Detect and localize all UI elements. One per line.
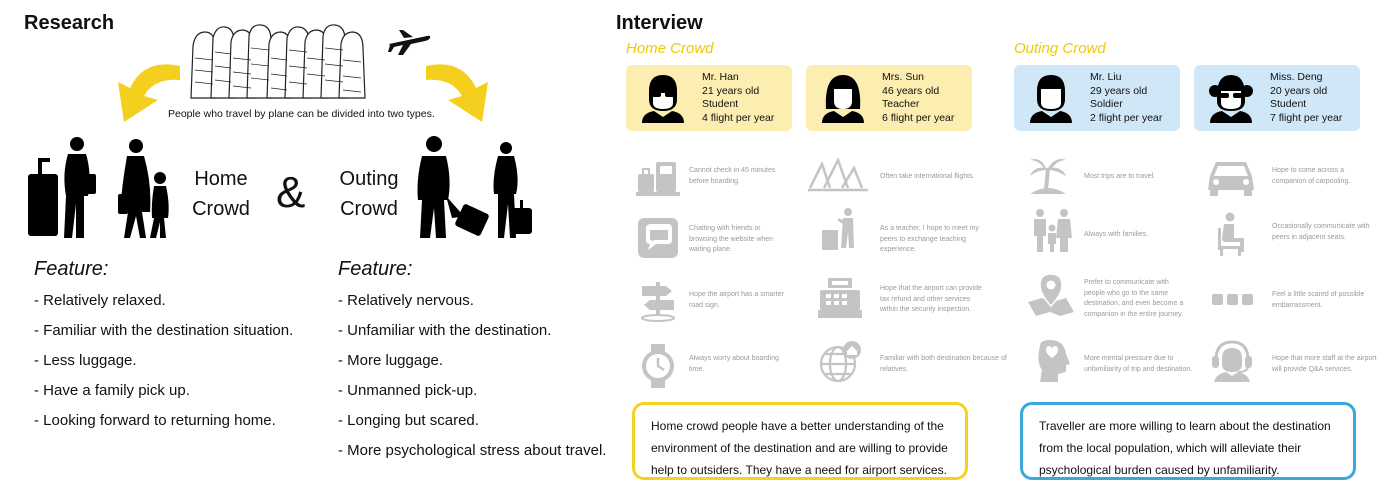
interview-note: Always worry about boarding time. bbox=[689, 355, 779, 373]
persona-age: 20 years old bbox=[1270, 84, 1328, 97]
interview-note: Hope the airport has a smarter road sign. bbox=[689, 291, 784, 309]
persona-info-sun bbox=[882, 71, 954, 125]
persona-job: Student bbox=[1270, 98, 1307, 110]
teacher-lectern-icon bbox=[818, 206, 862, 250]
persona-age: 29 years old bbox=[1090, 84, 1148, 97]
home-feature-item: - Relatively relaxed. bbox=[34, 292, 166, 309]
interview-note: Most trips are to travel. bbox=[1084, 173, 1156, 180]
seated-person-icon bbox=[1212, 212, 1256, 256]
persona-name: Mrs. Sun bbox=[882, 71, 925, 83]
road-sign-icon bbox=[636, 278, 680, 322]
outing-crowd-label bbox=[334, 164, 404, 224]
home-crowd-conclusion: Home crowd people have a better understanding of the environment of the destination and are willing to provide help to outsiders. They have a need for airport services. bbox=[632, 402, 968, 480]
persona-flights: 2 flight per year bbox=[1090, 111, 1163, 124]
outing-feature-title: Feature: bbox=[338, 258, 413, 280]
interview-note: Often take international flights. bbox=[880, 173, 975, 180]
home-feature-item: - Familiar with the destination situation. bbox=[34, 322, 294, 339]
home-crowd-label-line1: Home bbox=[194, 168, 248, 190]
car-carpool-icon bbox=[1206, 156, 1256, 200]
persona-name: Mr. Liu bbox=[1090, 71, 1122, 83]
cash-register-icon bbox=[818, 276, 862, 320]
home-feature-title: Feature: bbox=[34, 258, 109, 280]
interview-note: Hope to come across a companion of carpooling. bbox=[1272, 167, 1351, 185]
persona-job: Soldier bbox=[1090, 98, 1123, 110]
chat-bubble-icon bbox=[636, 216, 680, 260]
interview-note: Always with families. bbox=[1084, 231, 1149, 238]
sydney-opera-house-icon bbox=[808, 154, 868, 198]
persona-card-liu bbox=[1014, 65, 1180, 131]
outing-feature-item: - Unmanned pick-up. bbox=[338, 382, 478, 399]
home-crowd-silhouettes bbox=[24, 134, 184, 244]
watch-clock-icon bbox=[636, 344, 680, 388]
map-location-pin-icon bbox=[1026, 272, 1076, 316]
home-feature-item: - Have a family pick up. bbox=[34, 382, 190, 399]
persona-age: 46 years old bbox=[882, 84, 940, 97]
persona-name: Mr. Han bbox=[702, 71, 739, 83]
outing-feature-list bbox=[338, 286, 606, 466]
interview-note: Occasionally communicate with peers in adjacent seats. bbox=[1272, 223, 1370, 241]
outing-crowd-conclusion: Traveller are more willing to learn about the destination from the local population, which will alleviate their psychological burden caused by unfamiliarity. bbox=[1020, 402, 1356, 480]
persona-flights: 7 flight per year bbox=[1270, 111, 1343, 124]
three-dots-icon bbox=[1210, 278, 1254, 322]
persona-age: 21 years old bbox=[702, 84, 760, 97]
persona-card-sun bbox=[806, 65, 972, 131]
home-crowd-subtitle: Home Crowd bbox=[626, 40, 714, 57]
girl-pigtails-avatar-icon bbox=[1208, 73, 1254, 123]
home-feature-item: - Looking forward to returning home. bbox=[34, 412, 276, 429]
home-feature-list bbox=[34, 286, 293, 436]
family-icon bbox=[1030, 208, 1074, 252]
interview-note: Familiar with both destination because of relatives. bbox=[880, 355, 1007, 373]
interview-note: Chatting with friends or browsing the website when waiting plane. bbox=[689, 225, 774, 253]
home-crowd-label-line2: Crowd bbox=[192, 198, 250, 220]
interview-note: Prefer to communicate with people who go to the same destination, and even become a companion in the entire journey. bbox=[1084, 279, 1184, 318]
interview-note: Hope that more staff at the airport will provide Q&A services. bbox=[1272, 355, 1377, 373]
home-crowd-label bbox=[186, 164, 256, 224]
outing-feature-item: - More psychological stress about travel. bbox=[338, 442, 607, 459]
interview-title: Interview bbox=[616, 12, 703, 34]
persona-info-han bbox=[702, 71, 774, 125]
outing-feature-item: - Relatively nervous. bbox=[338, 292, 474, 309]
interview-note: More mental pressure due to unfamiliarity of trip and destination. bbox=[1084, 355, 1193, 373]
outing-crowd-silhouettes bbox=[412, 134, 542, 244]
persona-job: Student bbox=[702, 98, 739, 110]
interview-note: Feel a little scared of possible embarrassment. bbox=[1272, 291, 1365, 309]
interview-note: Cannot check in 45 minutes before boarding. bbox=[689, 167, 776, 185]
woman-avatar-icon bbox=[820, 73, 866, 123]
outing-feature-item: - Longing but scared. bbox=[338, 412, 479, 429]
persona-card-deng bbox=[1194, 65, 1360, 131]
outing-feature-item: - More luggage. bbox=[338, 352, 444, 369]
interview-note: Hope that the airport can provide tax refund and other services within the security inspection. bbox=[880, 285, 982, 313]
ampersand: & bbox=[276, 168, 306, 217]
persona-flights: 6 flight per year bbox=[882, 111, 955, 124]
headset-support-icon bbox=[1210, 338, 1254, 382]
palm-tree-island-icon bbox=[1026, 154, 1070, 198]
outing-crowd-label-line1: Outing bbox=[339, 168, 399, 190]
persona-name: Miss. Deng bbox=[1270, 71, 1323, 83]
persona-info-liu bbox=[1090, 71, 1162, 125]
globe-home-icon bbox=[818, 340, 862, 384]
interview-note: As a teacher, I hope to meet my peers to exchange teaching experience. bbox=[880, 225, 979, 253]
research-caption: People who travel by plane can be divided into two types. bbox=[168, 108, 435, 120]
persona-flights: 4 flight per year bbox=[702, 111, 775, 124]
persona-job: Teacher bbox=[882, 98, 920, 110]
persona-info-deng bbox=[1270, 71, 1342, 125]
home-feature-item: - Less luggage. bbox=[34, 352, 137, 369]
head-heart-stress-icon bbox=[1030, 338, 1074, 382]
outing-crowd-subtitle: Outing Crowd bbox=[1014, 40, 1106, 57]
man-avatar-icon bbox=[1028, 73, 1074, 123]
research-title: Research bbox=[24, 12, 115, 34]
right-curved-arrow bbox=[424, 52, 502, 126]
crowd-sketch-illustration bbox=[185, 18, 385, 102]
persona-card-han bbox=[626, 65, 792, 131]
outing-feature-item: - Unfamiliar with the destination. bbox=[338, 322, 552, 339]
luggage-check-in-icon bbox=[636, 156, 680, 200]
outing-crowd-label-line2: Crowd bbox=[340, 198, 398, 220]
man-sunglasses-avatar-icon bbox=[640, 73, 686, 123]
